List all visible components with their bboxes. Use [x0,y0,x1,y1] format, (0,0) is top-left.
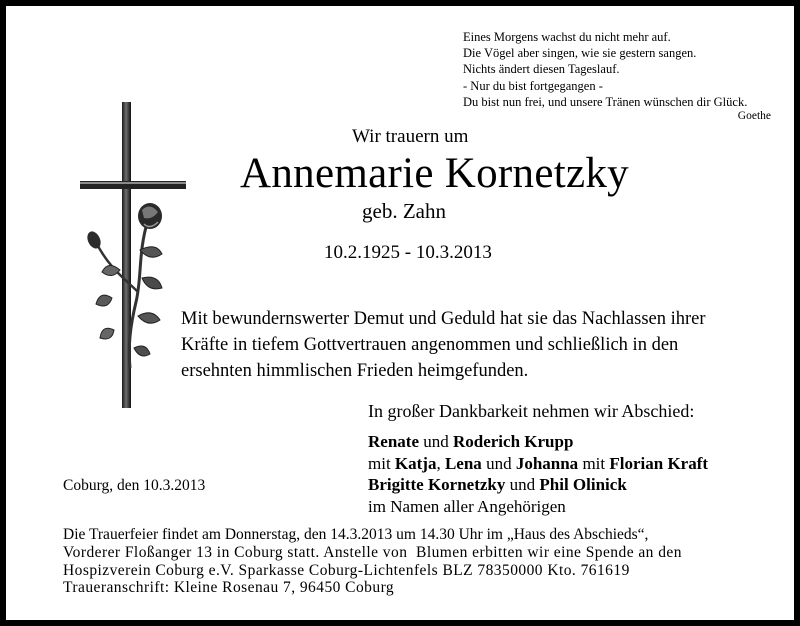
poem [463,29,783,123]
life-dates: 10.2.1925 - 10.3.2013 [324,242,492,263]
family-name: Johanna [515,453,579,473]
family-conjunction: mit [578,453,610,473]
poem-line: - Nur du bist fortgegangen - [463,78,603,93]
family-conjunction: und [481,453,516,473]
poem-line: Du bist nun frei, und unsere Tränen wünschen dir Glück. [463,94,748,109]
cross-with-rose-icon [78,102,198,412]
tribute-line: Kräfte in tiefem Gottvertrauen angenommen und schließlich in den [181,335,679,355]
family-name: Florian Kraft [609,453,709,473]
deceased-name: Annemarie Kornetzky [240,150,629,197]
poem-line: Die Vögel aber singen, wie sie gestern sangen. [463,46,697,61]
poem-line: Nichts ändert diesen Tageslauf. [463,62,620,77]
farewell-line: In großer Dankbarkeit nehmen wir Abschied: [368,401,695,421]
poem-author: Goethe [737,110,771,123]
notice-line: Vorderer Floßanger 13 in Coburg statt. Anstelle von Blumen erbitten wir eine Spende an den [63,543,682,561]
family-conjunction: und [418,432,453,451]
tribute-line: Mit bewundernswerter Demut und Geduld hat sie das Nachlassen ihrer [181,309,706,329]
family-conjunction: mit [368,453,395,473]
mourning-intro: Wir trauern um [352,126,469,147]
notice-line: Traueranschrift: Kleine Rosenau 7, 96450 Coburg [63,579,395,597]
family-name: Phil Olinick [539,475,627,494]
notice-line: Hospizverein Coburg e.V. Sparkasse Coburg-Lichtenfels BLZ 78350000 Kto. 761619 [63,561,630,579]
family-conjunction: und [505,475,540,494]
family-name: Brigitte Kornetzky [368,475,506,494]
family-row-closing: im Namen aller Angehörigen [368,496,566,516]
family-name: Renate [368,432,419,451]
funeral-notice [63,526,783,597]
place-and-date: Coburg, den 10.3.2013 [63,477,206,494]
family-row [368,453,708,475]
family-list [368,431,708,517]
birth-name: geb. Zahn [362,199,446,223]
family-name: Roderich Krupp [452,432,574,451]
family-conjunction: , [436,453,445,473]
family-row [368,431,708,453]
notice-line: Die Trauerfeier findet am Donnerstag, den 14.3.2013 um 14.30 Uhr im „Haus des Abschieds“, [63,526,649,543]
tribute-line: ersehnten himmlischen Frieden heimgefunden. [181,361,529,381]
family-row [368,474,708,496]
family-name: Lena [444,453,482,473]
poem-line: Eines Morgens wachst du nicht mehr auf. [463,30,671,44]
family-name: Katja [394,453,437,473]
tribute-text [181,306,741,384]
